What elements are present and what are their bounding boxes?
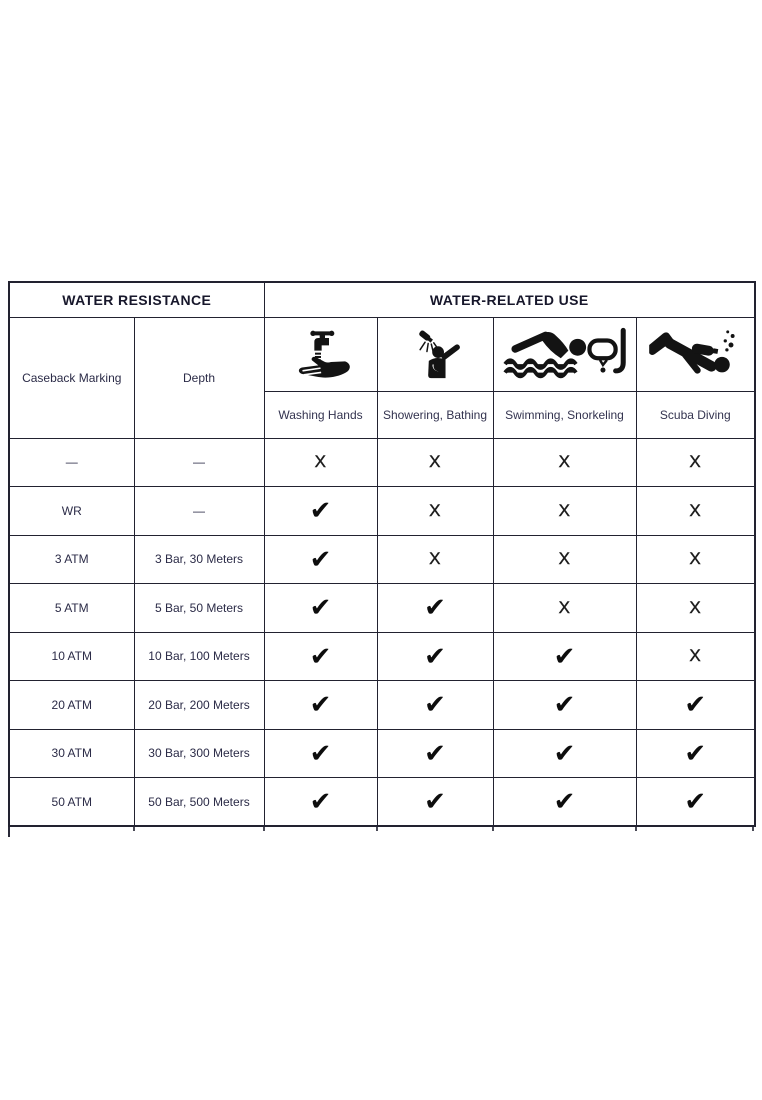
use-cell: ✔ bbox=[377, 729, 493, 778]
washing-hands-icon bbox=[286, 328, 356, 380]
use-cell: ✔ bbox=[493, 729, 636, 778]
use-cell: ✔ bbox=[493, 632, 636, 681]
use-cell: ✔ bbox=[377, 584, 493, 633]
depth-cell: — bbox=[134, 487, 264, 536]
use-cell: X bbox=[493, 438, 636, 487]
use-cell: X bbox=[493, 584, 636, 633]
marking-cell: 50 ATM bbox=[9, 778, 134, 827]
table-row bbox=[9, 729, 755, 778]
use-cell: ✔ bbox=[377, 632, 493, 681]
use-cell: ✔ bbox=[264, 584, 377, 633]
table-row bbox=[9, 438, 755, 487]
use-cell: ✔ bbox=[264, 632, 377, 681]
depth-cell: 30 Bar, 300 Meters bbox=[134, 729, 264, 778]
table-row bbox=[9, 681, 755, 730]
use-cell: X bbox=[636, 584, 755, 633]
cropped-row-stub bbox=[133, 827, 135, 831]
use-cell: ✔ bbox=[264, 729, 377, 778]
cropped-row-stub bbox=[752, 827, 754, 831]
table-row bbox=[9, 584, 755, 633]
use-cell: ✔ bbox=[493, 778, 636, 827]
table-row bbox=[9, 535, 755, 584]
depth-cell: — bbox=[134, 438, 264, 487]
depth-cell: 3 Bar, 30 Meters bbox=[134, 535, 264, 584]
depth-cell: 50 Bar, 500 Meters bbox=[134, 778, 264, 827]
table-row bbox=[9, 487, 755, 536]
cropped-row-stub bbox=[263, 827, 265, 831]
marking-cell: 5 ATM bbox=[9, 584, 134, 633]
depth-column-header: Depth bbox=[134, 317, 264, 438]
use-cell: X bbox=[636, 487, 755, 536]
table-row bbox=[9, 632, 755, 681]
use-cell: ✔ bbox=[636, 729, 755, 778]
marking-cell: 20 ATM bbox=[9, 681, 134, 730]
cropped-row-stub bbox=[492, 827, 494, 831]
cropped-row-stub bbox=[635, 827, 637, 831]
caseback-marking-column-header: Caseback Marking bbox=[9, 317, 134, 438]
water-resistance-guide bbox=[8, 281, 756, 827]
use-cell: ✔ bbox=[264, 535, 377, 584]
use-cell: X bbox=[493, 487, 636, 536]
use-cell: ✔ bbox=[493, 681, 636, 730]
use-cell: X bbox=[264, 438, 377, 487]
use-cell: ✔ bbox=[264, 681, 377, 730]
use-cell: ✔ bbox=[636, 681, 755, 730]
icon-header-row bbox=[9, 317, 755, 391]
swimming-snorkeling-header-cell bbox=[493, 317, 636, 391]
scuba-diving-icon bbox=[644, 327, 746, 381]
use-cell: X bbox=[377, 487, 493, 536]
scuba-diving-label: Scuba Diving bbox=[636, 391, 755, 438]
use-cell: ✔ bbox=[377, 778, 493, 827]
showering-bathing-label: Showering, Bathing bbox=[377, 391, 493, 438]
scuba-diving-header-cell bbox=[636, 317, 755, 391]
use-cell: X bbox=[636, 535, 755, 584]
use-cell: X bbox=[377, 438, 493, 487]
depth-cell: 10 Bar, 100 Meters bbox=[134, 632, 264, 681]
marking-cell: 3 ATM bbox=[9, 535, 134, 584]
use-cell: ✔ bbox=[636, 778, 755, 827]
water-related-use-header: WATER-RELATED USE bbox=[264, 282, 755, 317]
group-header-row bbox=[9, 282, 755, 317]
depth-cell: 20 Bar, 200 Meters bbox=[134, 681, 264, 730]
swimming-snorkeling-label: Swimming, Snorkeling bbox=[493, 391, 636, 438]
marking-cell: — bbox=[9, 438, 134, 487]
water-resistance-table bbox=[8, 281, 754, 827]
water-resistance-header: WATER RESISTANCE bbox=[9, 282, 264, 317]
depth-cell: 5 Bar, 50 Meters bbox=[134, 584, 264, 633]
washing-hands-header-cell bbox=[264, 317, 377, 391]
washing-hands-label: Washing Hands bbox=[264, 391, 377, 438]
use-cell: X bbox=[636, 632, 755, 681]
marking-cell: 30 ATM bbox=[9, 729, 134, 778]
use-cell: ✔ bbox=[377, 681, 493, 730]
use-cell: ✔ bbox=[264, 778, 377, 827]
use-cell: ✔ bbox=[264, 487, 377, 536]
use-cell: X bbox=[493, 535, 636, 584]
swimming-snorkeling-icon bbox=[501, 327, 629, 381]
table-row bbox=[9, 778, 755, 827]
showering-bathing-icon bbox=[404, 328, 466, 380]
cropped-row-stub bbox=[376, 827, 378, 831]
showering-bathing-header-cell bbox=[377, 317, 493, 391]
use-cell: X bbox=[636, 438, 755, 487]
marking-cell: 10 ATM bbox=[9, 632, 134, 681]
marking-cell: WR bbox=[9, 487, 134, 536]
cropped-row-stub bbox=[8, 827, 10, 837]
use-cell: X bbox=[377, 535, 493, 584]
